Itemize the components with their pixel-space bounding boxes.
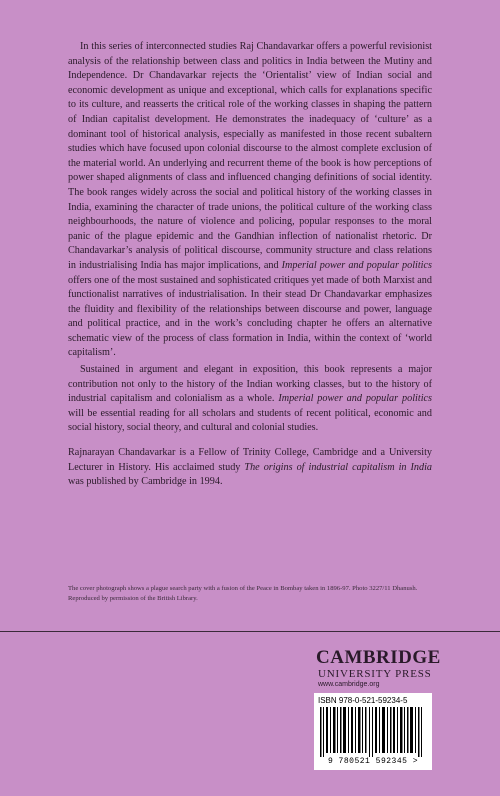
isbn-label: ISBN 978-0-521-59234-5 xyxy=(318,696,408,705)
author-bio-text-a: Rajnarayan Chandavarkar is a Fellow of Trinity College, Cambridge and a University Lecturer in History. His acclaimed study xyxy=(68,447,432,473)
blurb-paragraph-1 xyxy=(68,40,432,361)
divider-rule xyxy=(0,631,500,632)
previous-book-title: The origins of industrial capitalism in India xyxy=(244,461,432,473)
blurb-p2-text-a: Sustained in argument and elegant in exposition, this book represents a major contribution not only to the history of the Indian working classes, but to the history of industrial capitalism and colonialism as a whole. xyxy=(68,364,432,405)
blurb-paragraph-2 xyxy=(68,363,432,436)
cover-photo-credit: The cover photograph shows a plague search party with a fusion of the Peace in Bombay taken in 1896-97. Photo 3227/11 Dhanush. Reproduced by permission of the British Library. xyxy=(68,585,418,602)
blurb-p1-text-b: offers one of the most sustained and sophisticated critiques yet made of both Marxist and functionalist narratives of industrialisation. In their stead Dr Chandavarkar emphasizes the fluidity and flexibility of the relationships between discourse and power, language and political practice, and in the work’s concluding chapter he offers an alternative schematic view of the process of class formation in India, within the context of ‘world capitalism’. xyxy=(68,274,432,359)
publisher-url: www.cambridge.org xyxy=(318,681,380,688)
back-cover-blurb xyxy=(68,40,432,490)
isbn-barcode xyxy=(314,693,432,770)
publisher-subtitle: UNIVERSITY PRESS xyxy=(318,668,432,680)
author-bio xyxy=(68,446,432,490)
publisher-logo xyxy=(316,647,441,690)
author-bio-text-b: was published by Cambridge in 1994. xyxy=(68,476,223,488)
barcode-bars-icon xyxy=(318,707,428,757)
blurb-p2-text-b: will be essential reading for all scholars and students of recent political, economic and social history, social theory, and cultural and colonial studies. xyxy=(68,407,432,434)
book-title-mention: Imperial power and popular politics xyxy=(278,393,433,405)
barcode-digits: 9 780521 592345 > xyxy=(327,757,419,766)
publisher-name: CAMBRIDGE xyxy=(316,647,441,668)
blurb-p1-text-a: In this series of interconnected studies Raj Chandavarkar offers a powerful revisionist analysis of the relationship between class and politics in India between the Mutiny and Independence. Dr Chandavarkar rejects the ‘Orientalist’ view of Indian social and economic development as unique and exceptional, which calls for explanations specific to its culture, and reasserts the critical role of the working classes in shaping the pattern of Indian capitalist development. He demonstrates the inadequacy of ‘culture’ as a dominant tool of historical analysis, especially as manifested in those recent subaltern studies which have focused upon colonial discourse to the almost complete exclusion of the material world. An underlying and recurrent theme of the book is how perceptions of power shaped alignments of class and influenced changing definitions of social identity. The book ranges widely across the social and political history of the working classes in India, examining the character of trade unions, the political culture of the working class neighbourhoods, the nature of violence and policing, popular responses to the moral panic of the plague epidemic and the Gandhian inflection of nationalist rhetoric. Dr Chandavarkar’s analysis of political discourse, community structure and class relations in industrialising India has major implications, and xyxy=(68,41,432,271)
book-title-mention: Imperial power and popular politics xyxy=(281,259,433,271)
